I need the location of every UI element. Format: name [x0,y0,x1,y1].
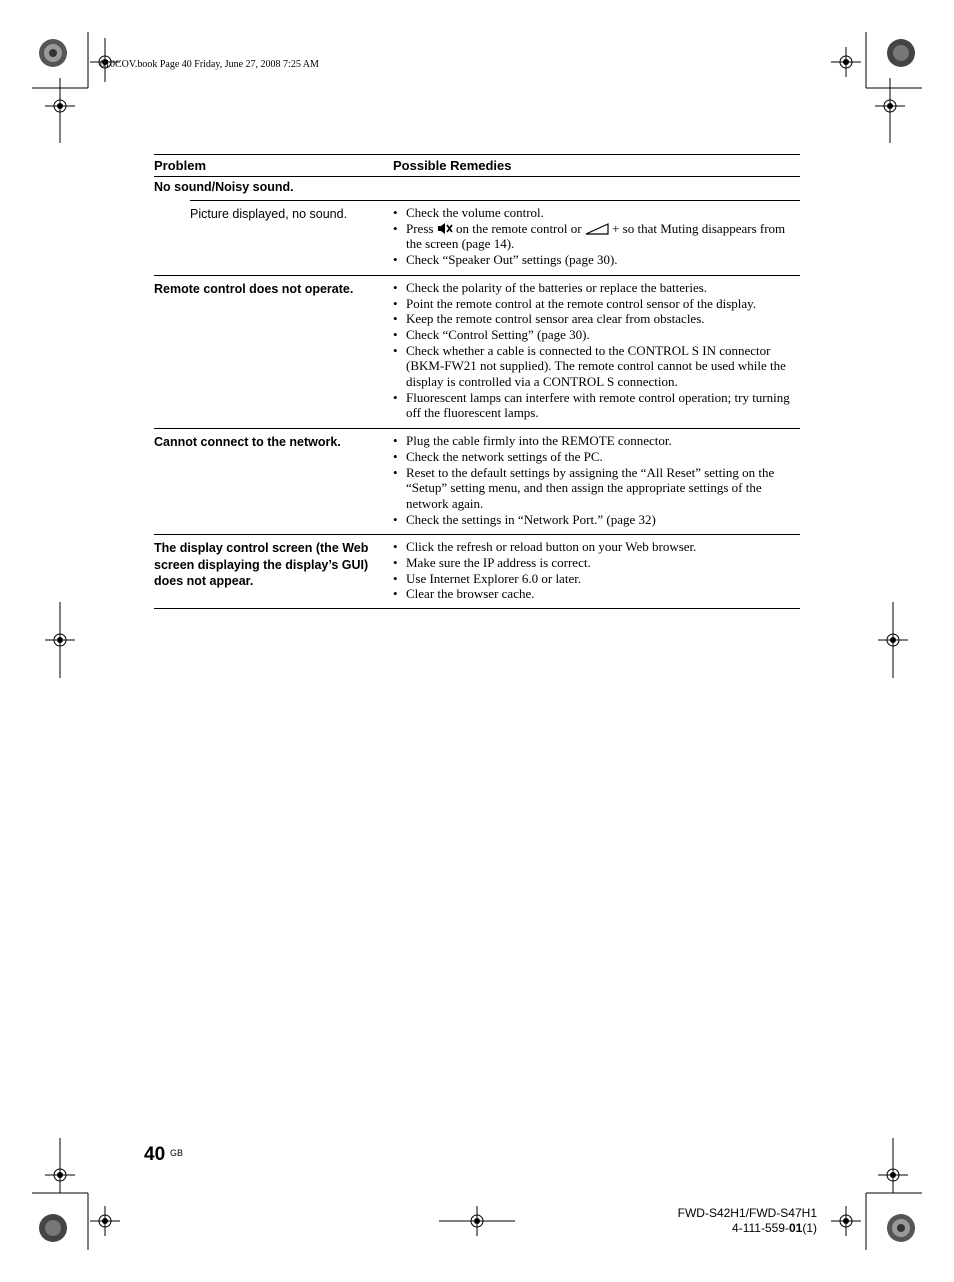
problem-text: Cannot connect to the network. [154,435,341,450]
table-row [154,428,800,534]
remedy-list [393,539,800,602]
list-item: • Keep the remote control sensor area clear from obstacles. [393,311,800,327]
list-item: • Check “Speaker Out” settings (page 30). [393,252,800,268]
color-target-icon [38,38,68,68]
registration-mark-icon [90,1206,120,1236]
registration-mark-icon [878,1160,908,1190]
table-row [190,200,800,275]
registration-mark-icon [45,91,75,121]
color-target-icon [886,1213,916,1243]
list-item: • Clear the browser cache. [393,586,800,602]
remedy-list [393,205,800,268]
page-number: 40 [144,1144,166,1165]
table-header [154,155,800,177]
troubleshooting-table [154,154,800,609]
list-item [393,221,800,252]
registration-mark-icon [878,625,908,655]
part-number [678,1221,817,1236]
list-item: • Make sure the IP address is correct. [393,555,800,571]
column-header-problem: Problem [154,158,207,173]
registration-mark-icon [439,1206,515,1236]
remedy-text: on the remote control or [452,220,585,236]
remedy-list [393,433,800,527]
part-number-version: 01 [788,1221,803,1235]
registration-mark-icon [831,47,861,77]
part-number-suffix: (1) [802,1221,817,1235]
mute-icon [437,222,453,235]
list-item: • Fluorescent lamps can interfere with remote control operation; try turning off the fluorescent lamps. [393,390,800,421]
part-number-prefix: 4-111-559- [732,1221,789,1235]
print-header: 010COV.book Page 40 Friday, June 27, 2008 7:25 AM [100,59,319,70]
model-number: FWD-S42H1/FWD-S47H1 [677,1206,817,1220]
list-item: • Use Internet Explorer 6.0 or later. [393,571,800,587]
list-item: • Check the volume control. [393,205,800,221]
registration-mark-icon [875,91,905,121]
problem-text: Remote control does not operate. [154,281,354,296]
color-target-icon [38,1213,68,1243]
list-item: • Reset to the default settings by assigning the “All Reset” setting on the “Setup” setting menu, and then assign the appropriate settings of the network again. [393,465,800,512]
list-item: • Check the network settings of the PC. [393,449,800,465]
color-target-icon [886,38,916,68]
registration-mark-icon [831,1206,861,1236]
remedy-list [393,280,800,421]
list-item: • Check the polarity of the batteries or replace the batteries. [393,280,800,296]
list-item: • Check whether a cable is connected to the CONTROL S IN connector (BKM-FW21 not supplied). The remote control cannot be used while the display is controlled via a CONTROL S connection. [393,343,800,390]
column-header-remedies: Possible Remedies [393,158,512,173]
model-info [678,1206,817,1236]
registration-mark-icon [45,625,75,655]
list-item: • Check “Control Setting” (page 30). [393,327,800,343]
problem-text: The display control screen (the Web screen displaying the display’s GUI) does not appear. [154,541,369,589]
remedy-text: + so that Muting disappears from the screen (page 14). [406,220,786,252]
list-item: • Check the settings in “Network Port.” (page 32) [393,512,800,528]
group-title: No sound/Noisy sound. [154,180,294,194]
list-item: • Point the remote control at the remote control sensor of the display. [393,296,800,312]
list-item: • Plug the cable firmly into the REMOTE connector. [393,433,800,449]
page-region: GB [170,1148,184,1158]
registration-mark-icon [45,1160,75,1190]
problem-text: Picture displayed, no sound. [190,207,348,221]
remedy-text: Press [406,220,437,236]
table-row [154,534,800,609]
table-row [154,275,800,428]
volume-icon [585,223,609,235]
list-item: • Click the refresh or reload button on your Web browser. [393,539,800,555]
